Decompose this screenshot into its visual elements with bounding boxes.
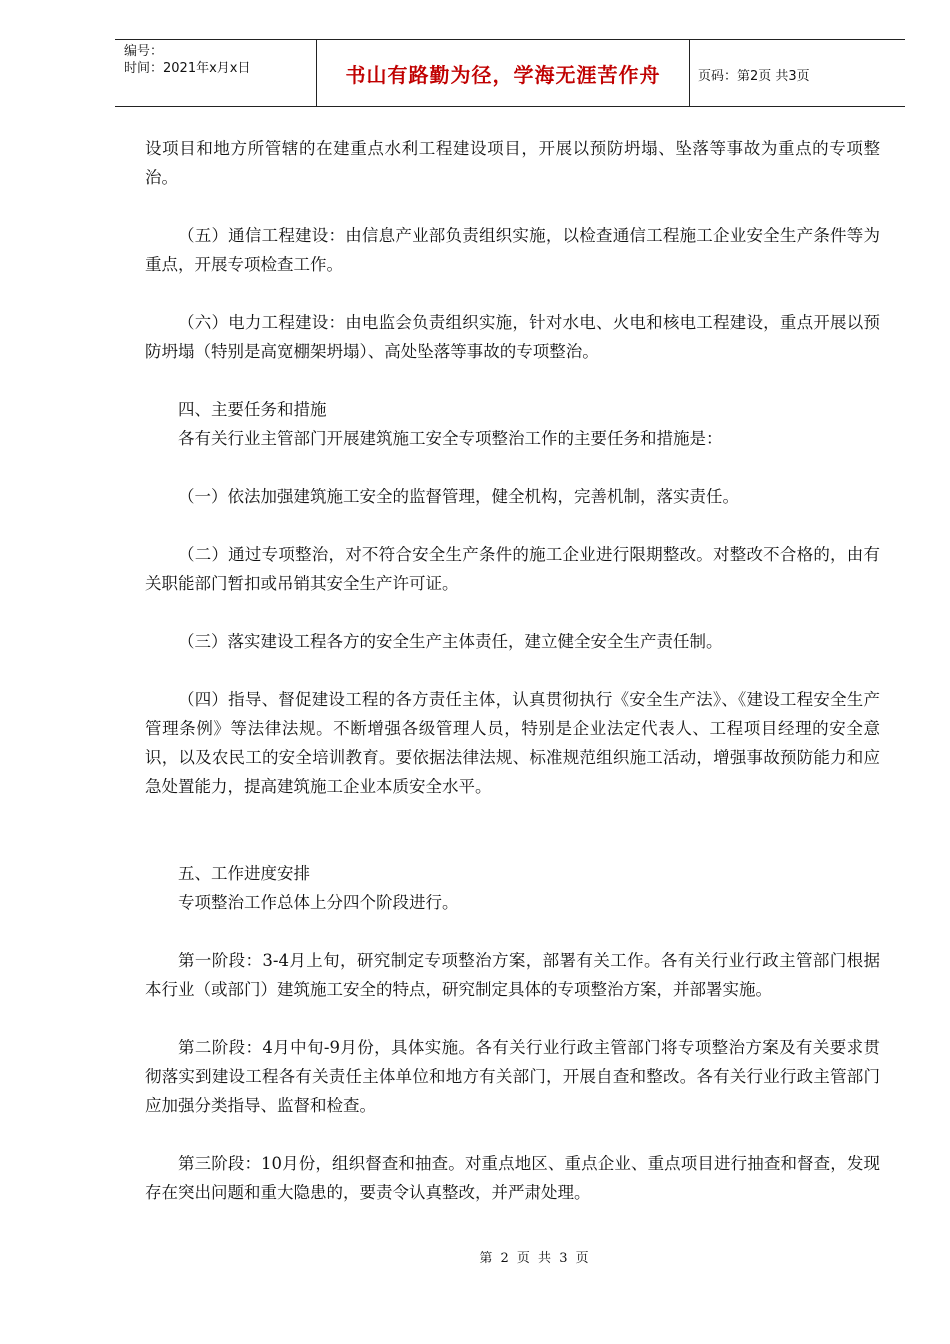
paragraph-telecom: （五）通信工程建设：由信息产业部负责组织实施，以检查通信工程施工企业安全生产条件等为重点，开展专项检查工作。 (145, 226, 880, 274)
paragraph-power: （六）电力工程建设：由电监会负责组织实施，针对水电、火电和核电工程建设，重点开展以预防坍塌（特别是高宽棚架坍塌）、高处坠落等事故的专项整治。 (145, 313, 880, 361)
paragraph-stage-3: 第三阶段：10月份，组织督查和抽查。对重点地区、重点企业、重点项目进行抽查和督查，发现存在突出问题和重大隐患的，要责令认真整改，并严肃处理。 (145, 1154, 880, 1202)
document-number-label: 编号： (124, 44, 164, 59)
paragraph-water-projects: 设项目和地方所管辖的在建重点水利工程建设项目，开展以预防坍塌、坠落等事故为重点的专项整治。 (145, 139, 880, 187)
page-footer: 第 2 页 共 3 页 (479, 1251, 591, 1266)
document-time-label: 时间：2021年x月x日 (124, 61, 251, 76)
paragraph-task-4: （四）指导、督促建设工程的各方责任主体，认真贯彻执行《安全生产法》、《建设工程安全生产管理条例》等法律法规。不断增强各级管理人员，特别是企业法定代表人、工程项目经理的安全意识，以及农民工的安全培训教育。要依据法律法规、标准规范组织施工活动，增强事故预防能力和应急处置能力，提高建筑施工企业本质安全水平。 (145, 690, 880, 796)
page-header (115, 39, 905, 107)
paragraph-task-1: （一）依法加强建筑施工安全的监督管理，健全机构，完善机制，落实责任。 (178, 487, 739, 506)
section-heading-schedule: 五、工作进度安排 (178, 864, 310, 883)
paragraph-task-3: （三）落实建设工程各方的安全生产主体责任，建立健全安全生产责任制。 (178, 632, 723, 651)
header-motto: 书山有路勤为径，学海无涯苦作舟 (316, 40, 690, 106)
paragraph-stage-2: 第二阶段：4月中旬-9月份，具体实施。各有关行业行政主管部门将专项整治方案及有关要求贯彻落实到建设工程各有关责任主体单位和地方有关部门，开展自查和整改。各有关行业行政主管部门应加强分类指导、监督和检查。 (145, 1038, 880, 1115)
paragraph-task-2: （二）通过专项整治，对不符合安全生产条件的施工企业进行限期整改。对整改不合格的，由有关职能部门暂扣或吊销其安全生产许可证。 (145, 545, 880, 593)
header-page-number: 页码：第2页 共3页 (698, 68, 810, 84)
header-meta (115, 40, 316, 106)
paragraph-tasks-intro: 各有关行业主管部门开展建筑施工安全专项整治工作的主要任务和措施是： (178, 429, 723, 448)
paragraph-schedule-intro: 专项整治工作总体上分四个阶段进行。 (178, 893, 459, 912)
paragraph-stage-1: 第一阶段：3-4月上旬，研究制定专项整治方案，部署有关工作。各有关行业行政主管部门根据本行业（或部门）建筑施工安全的特点，研究制定具体的专项整治方案，并部署实施。 (145, 951, 880, 999)
document-body (145, 134, 880, 1207)
section-heading-tasks: 四、主要任务和措施 (178, 400, 327, 419)
